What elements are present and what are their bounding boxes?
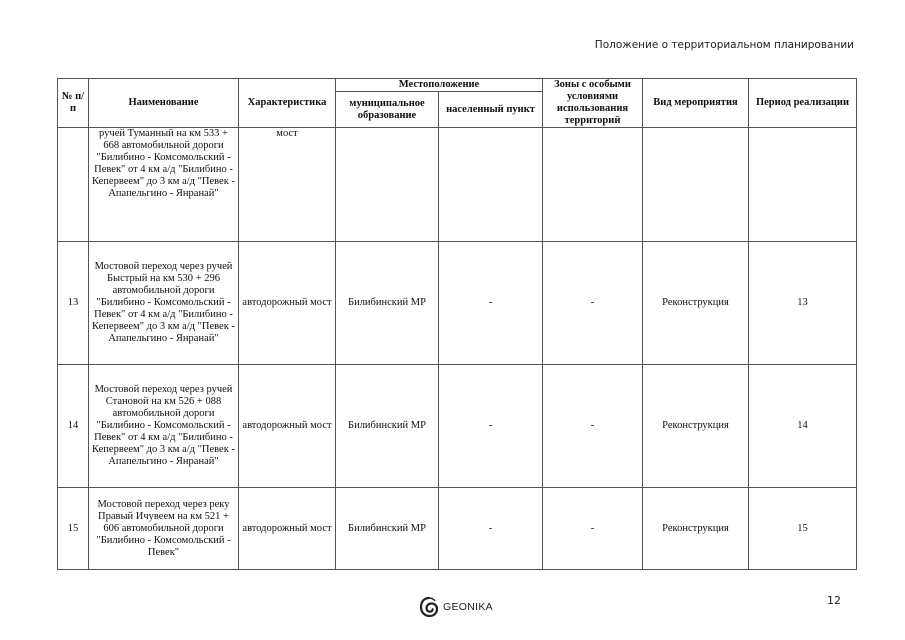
- col-header-municipality: муниципальное образование: [336, 92, 439, 128]
- col-header-characteristic: Характеристика: [239, 79, 336, 128]
- cell-num: 13: [58, 242, 89, 365]
- col-header-period: Период реализации: [749, 79, 857, 128]
- col-header-location: Местоположение: [336, 79, 543, 92]
- cell-period: [749, 128, 857, 242]
- cell-num: 14: [58, 365, 89, 488]
- cell-characteristic: мост: [239, 128, 336, 242]
- cell-name: Мостовой переход через ручей Становой на км 526 + 088 автомобильной дороги "Билибино - Комсомольский - Певек" от 4 км а/д "Билибино - Кепервеем" до 3 км а/д "Певек - Апапельгино - Янранай": [89, 365, 239, 488]
- cell-period: 14: [749, 365, 857, 488]
- cell-activity: [643, 128, 749, 242]
- cell-name: ручей Туманный на км 533 + 668 автомобильной дороги "Билибино - Комсомольский - Певек" от 4 км а/д "Билибино - Кепервеем" до 3 км а/д "Певек - Апапельгино - Янранай": [89, 128, 239, 242]
- cell-period: 13: [749, 242, 857, 365]
- cell-name: Мостовой переход через ручей Быстрый на км 530 + 296 автомобильной дороги "Билибино - Комсомольский - Певек" от 4 км а/д "Билибино - Кепервеем" до 3 км а/д "Певек - Апапельгино - Янранай": [89, 242, 239, 365]
- col-header-settlement: населенный пункт: [439, 92, 543, 128]
- col-header-zones: Зоны с особыми условиями использования территорий: [543, 79, 643, 128]
- cell-activity: Реконструкция: [643, 242, 749, 365]
- col-header-name: Наименование: [89, 79, 239, 128]
- cell-settlement: -: [439, 242, 543, 365]
- table-header: [58, 79, 857, 128]
- cell-settlement: -: [439, 365, 543, 488]
- footer-logo: [419, 596, 493, 618]
- cell-municipality: Билибинский МР: [336, 365, 439, 488]
- cell-characteristic: автодорожный мост: [239, 488, 336, 570]
- cell-activity: Реконструкция: [643, 365, 749, 488]
- cell-zones: -: [543, 242, 643, 365]
- cell-period: 15: [749, 488, 857, 570]
- table-row: [58, 488, 857, 570]
- table-row: [58, 242, 857, 365]
- table-row: [58, 128, 857, 242]
- cell-municipality: Билибинский МР: [336, 242, 439, 365]
- logo-name: GEONIKA: [443, 601, 493, 613]
- cell-characteristic: автодорожный мост: [239, 242, 336, 365]
- cell-zones: -: [543, 488, 643, 570]
- cell-zones: [543, 128, 643, 242]
- cell-settlement: -: [439, 488, 543, 570]
- cell-name: Мостовой переход через реку Правый Ичувеем на км 521 + 606 автомобильной дороги "Билибино - Комсомольский - Певек": [89, 488, 239, 570]
- cell-num: 15: [58, 488, 89, 570]
- page-header-title: Положение о территориальном планировании: [594, 39, 854, 51]
- logo-text: [443, 601, 493, 613]
- page-number: 12: [827, 594, 841, 607]
- cell-municipality: Билибинский МР: [336, 488, 439, 570]
- table-row: [58, 365, 857, 488]
- cell-settlement: [439, 128, 543, 242]
- col-header-activity: Вид мероприятия: [643, 79, 749, 128]
- cell-characteristic: автодорожный мост: [239, 365, 336, 488]
- cell-zones: -: [543, 365, 643, 488]
- planning-table: [57, 78, 857, 570]
- cell-activity: Реконструкция: [643, 488, 749, 570]
- cell-num: [58, 128, 89, 242]
- geonika-swirl-icon: [419, 596, 439, 618]
- cell-municipality: [336, 128, 439, 242]
- col-header-num: № п/п: [58, 79, 89, 128]
